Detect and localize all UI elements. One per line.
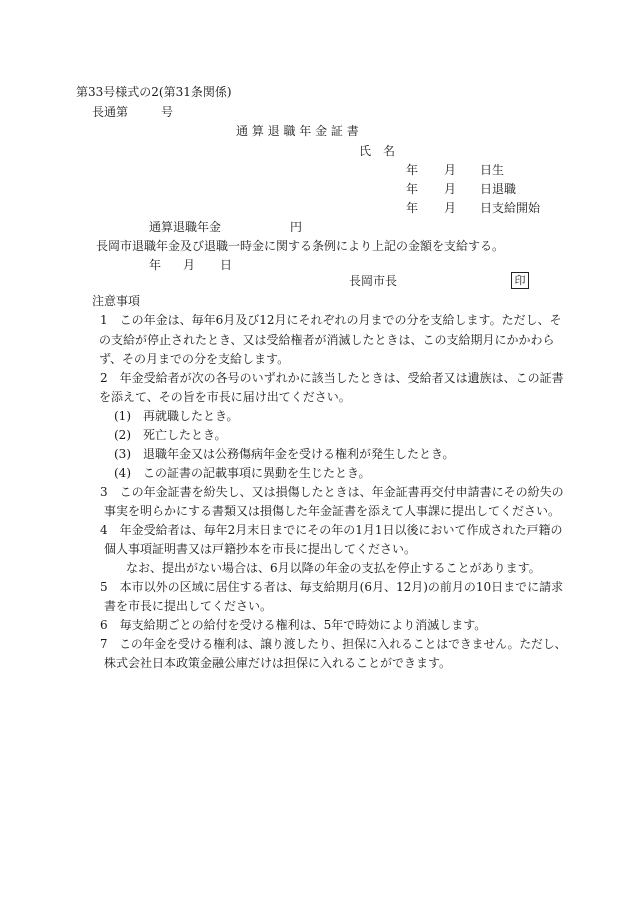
start-month: 月 (444, 201, 457, 215)
note-1-line-2: の支給が停止されたとき、又は受給権者が消滅したときは、この支給期月にかかわら (99, 333, 555, 347)
note-4-line-1: 4 年金受給者は、毎年2月末日までにその年の1月1日以後において作成された戸籍の (100, 523, 563, 537)
retire-label: 日退職 (480, 182, 517, 196)
note-3-line-1: 3 この年金証書を紛失し、又は損傷したときは、年金証書再交付申請書にその紛失の (100, 485, 564, 499)
birth-label: 日生 (480, 163, 505, 177)
issuer-title: 長岡市長 (349, 274, 398, 288)
note-2-line-1: 2 年金受給者が次の各号のいずれかに該当したときは、受給者又は遺族は、この証書 (100, 371, 564, 385)
issue-day: 日 (220, 258, 233, 272)
doc-number-suffix: 号 (161, 105, 174, 119)
note-7-line-2: 株式会社日本政策金融公庫だけは担保に入れることができます。 (104, 656, 452, 670)
note-4-line-3: なお、提出がない場合は、6月以降の年金の支払を停止することがあります。 (126, 561, 541, 575)
note-1-line-1: 1 この年金は、毎年6月及び12月にそれぞれの月までの分を支給します。ただし、そ (100, 313, 562, 327)
statement: 長岡市退職年金及び退職一時金に関する条例により上記の金額を支給する。 (96, 239, 505, 253)
issue-year: 年 (149, 258, 162, 272)
seal-box: 印 (511, 272, 529, 289)
note-2-line-2: を添えて、その旨を市長に届け出てください。 (99, 390, 351, 404)
note-2-item-1: (1) 再就職したとき。 (114, 409, 239, 423)
notes-heading: 注意事項 (92, 294, 141, 308)
issue-month: 月 (183, 258, 196, 272)
note-7-line-1: 7 この年金を受ける権利は、譲り渡したり、担保に入れることはできません。ただし、 (100, 637, 567, 651)
note-5-line-2: 書を市長に提出してください。 (104, 599, 273, 613)
start-year: 年 (406, 201, 419, 215)
note-1-line-3: ず、その月までの分を支給します。 (99, 352, 290, 366)
note-2-item-3: (3) 退職年金又は公務傷病年金を受ける権利が発生したとき。 (114, 447, 455, 461)
retire-year: 年 (406, 182, 419, 196)
note-4-line-2: 個人事項証明書又は戸籍抄本を市長に提出してください。 (104, 542, 417, 556)
note-3-line-2: 事実を明らかにする書類又は損傷した年金証書を添えて人事課に提出してください。 (104, 504, 561, 518)
doc-number-prefix: 長通第 (92, 105, 129, 119)
note-2-item-2: (2) 死亡したとき。 (114, 428, 227, 442)
amount-label: 通算退職年金 (149, 220, 222, 234)
birth-year: 年 (406, 163, 419, 177)
start-label: 日支給開始 (480, 201, 541, 215)
form-number: 第33号様式の2(第31条関係) (76, 85, 232, 99)
note-2-item-4: (4) この証書の記載事項に異動を生じたとき。 (114, 466, 371, 480)
note-5-line-1: 5 本市以外の区域に居住する者は、毎支給期月(6月、12月)の前月の10日までに請求 (100, 580, 564, 594)
retire-month: 月 (444, 182, 457, 196)
birth-month: 月 (444, 163, 457, 177)
amount-unit: 円 (290, 220, 303, 234)
note-6-line-1: 6 毎支給期ごとの給付を受ける権利は、5年で時効により消滅します。 (100, 618, 487, 632)
name-label: 氏 名 (359, 144, 396, 158)
certificate-title: 通 算 退 職 年 金 証 書 (236, 124, 359, 138)
